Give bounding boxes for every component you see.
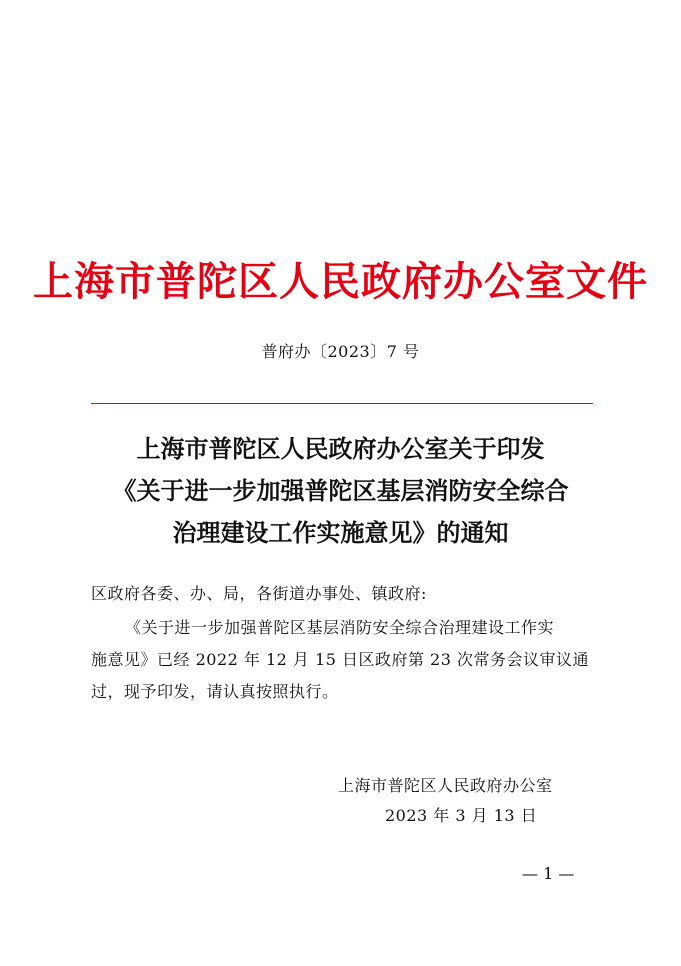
page-number: — 1 —: [522, 864, 575, 883]
body-line: 过，现予印发，请认真按照执行。: [91, 682, 339, 701]
document-masthead: 上海市普陀区人民政府办公室文件: [33, 258, 648, 305]
notice-title-line: 上海市普陀区人民政府办公室关于印发: [136, 434, 545, 463]
signature-date: 2023 年 3 月 13 日: [385, 806, 538, 825]
notice-title-line: 治理建设工作实施意见》的通知: [172, 518, 509, 547]
notice-title-line: 《关于进一步加强普陀区基层消防安全综合: [112, 476, 569, 505]
body-paragraph: [91, 612, 593, 708]
body-line: 施意见》已经 2022 年 12 月 15 日区政府第 23 次常务会议审议通: [91, 650, 589, 669]
document-number: 普府办〔2023〕7 号: [261, 342, 420, 361]
addressee-salutation: 区政府各委、办、局，各街道办事处、镇政府:: [91, 584, 427, 603]
red-separator-line: [91, 403, 593, 404]
notice-title: [80, 428, 601, 554]
body-line: 《关于进一步加强普陀区基层消防安全综合治理建设工作实: [125, 618, 555, 637]
signature-organization: 上海市普陀区人民政府办公室: [338, 776, 553, 795]
